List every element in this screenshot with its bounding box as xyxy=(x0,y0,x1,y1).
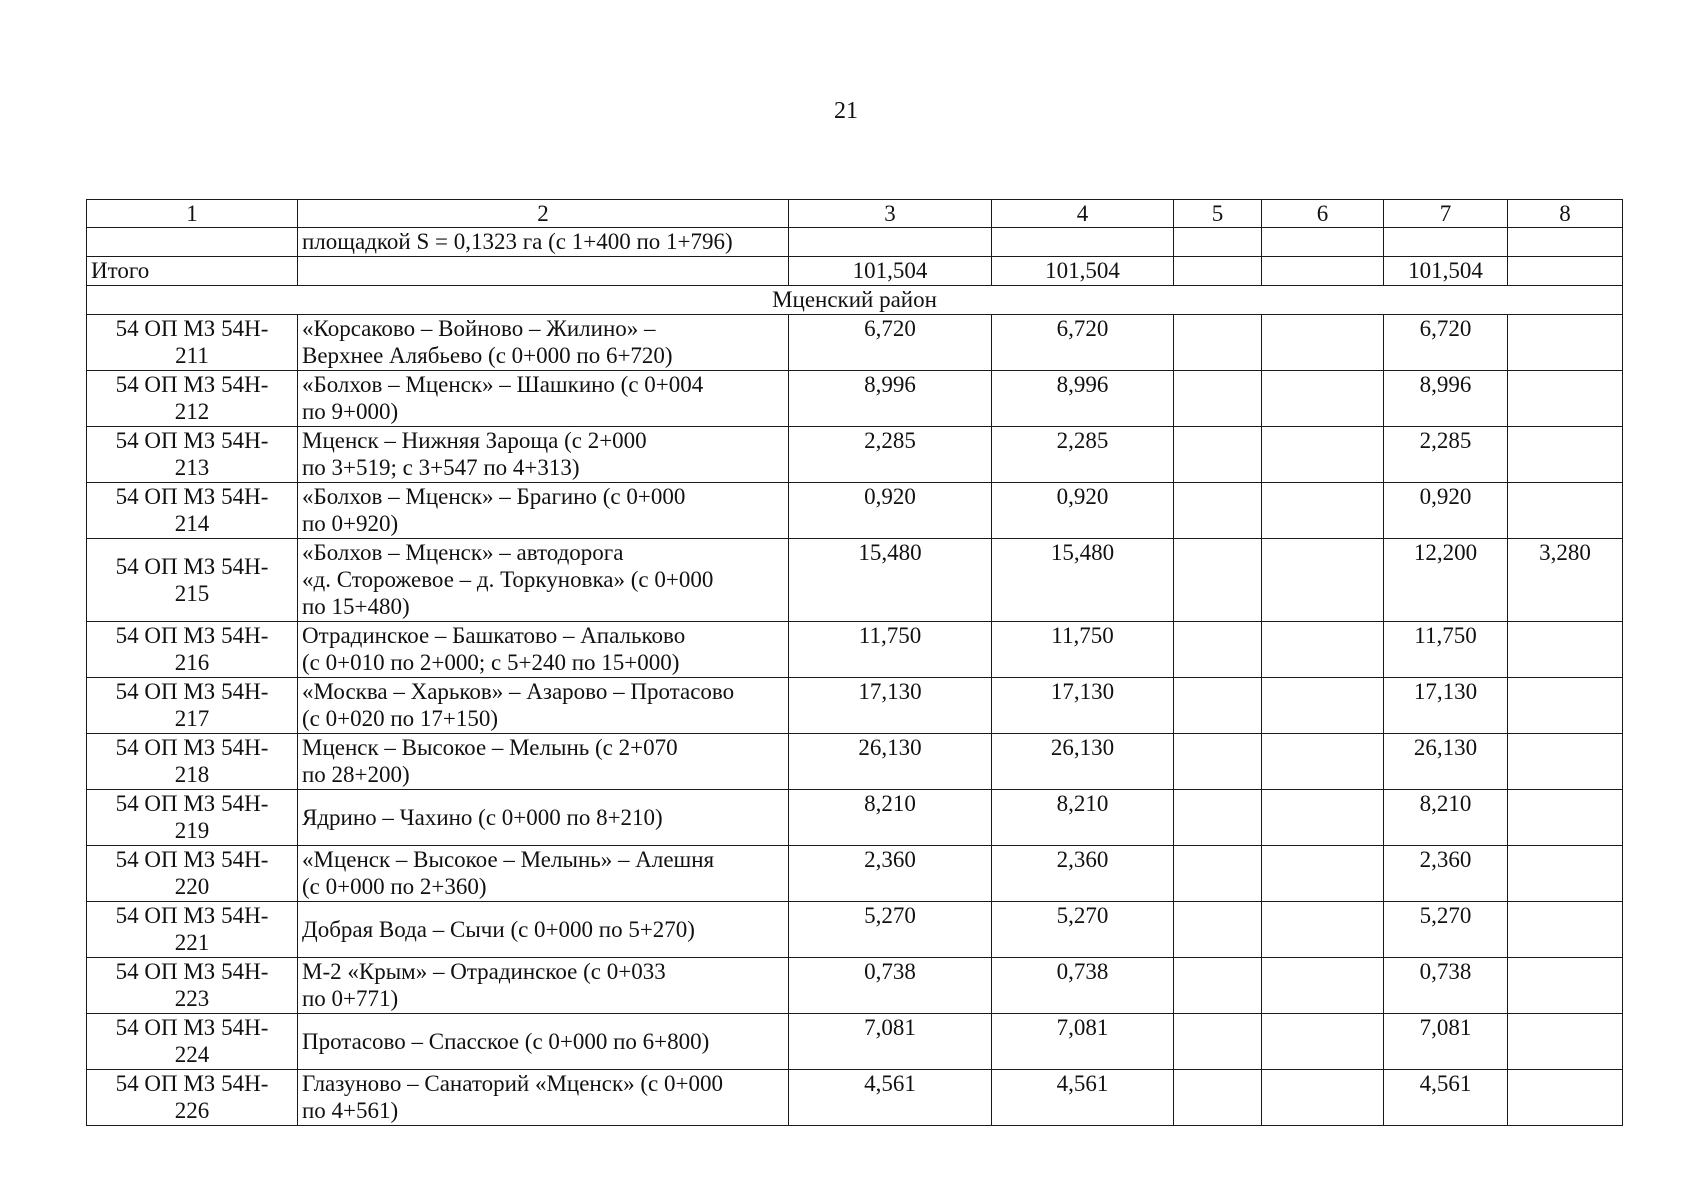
road-name-cell xyxy=(298,958,789,1014)
road-name-line: по 3+519; с 3+547 по 4+313) xyxy=(302,455,580,480)
value-cell-3: 8,210 xyxy=(789,790,992,846)
road-code-line: 54 ОП МЗ 54Н- xyxy=(115,1071,269,1096)
value-cell-5 xyxy=(1174,1070,1262,1126)
road-name-line: по 0+771) xyxy=(302,986,399,1011)
road-code-line: 220 xyxy=(174,874,210,899)
value-cell-8 xyxy=(1508,1014,1623,1070)
table-row xyxy=(87,371,1623,427)
header-cell-2: 2 xyxy=(298,200,789,228)
value-cell-7: 11,750 xyxy=(1384,622,1508,678)
value-cell-5 xyxy=(1174,790,1262,846)
value-cell-5 xyxy=(1174,427,1262,483)
value-cell-8 xyxy=(1508,315,1623,371)
value-cell-8 xyxy=(1508,678,1623,734)
table-row xyxy=(87,734,1623,790)
value-cell-4: 11,750 xyxy=(992,622,1174,678)
value-cell-3: 11,750 xyxy=(789,622,992,678)
road-code-line: 214 xyxy=(174,511,210,536)
value-cell-6 xyxy=(1262,1070,1384,1126)
road-code-cell xyxy=(87,1070,298,1126)
value-cell-3: 7,081 xyxy=(789,1014,992,1070)
road-name-line: по 15+480) xyxy=(302,594,410,619)
road-code-cell xyxy=(87,902,298,958)
road-name-cell xyxy=(298,539,789,622)
district-heading: Мценский район xyxy=(87,286,1623,315)
road-code-line: 54 ОП МЗ 54Н- xyxy=(115,791,269,816)
value-cell-5 xyxy=(1174,371,1262,427)
value-cell-6 xyxy=(1262,427,1384,483)
value-cell-3: 0,738 xyxy=(789,958,992,1014)
road-code-line: 216 xyxy=(174,650,210,675)
value-cell-4: 26,130 xyxy=(992,734,1174,790)
road-name-line: «Москва – Харьков» – Азарово – Протасово xyxy=(302,679,735,704)
value-cell-6 xyxy=(1262,790,1384,846)
table-row xyxy=(87,427,1623,483)
road-name-line: Добрая Вода – Сычи (с 0+000 по 5+270) xyxy=(302,917,695,942)
value-cell-3: 5,270 xyxy=(789,902,992,958)
continuation-name-cell: площадкой S = 0,1323 га (с 1+400 по 1+796) xyxy=(298,228,789,257)
value-cell-5 xyxy=(1174,678,1262,734)
value-cell-8 xyxy=(1508,790,1623,846)
road-name-cell xyxy=(298,622,789,678)
total-label: Итого xyxy=(87,257,298,286)
table-row xyxy=(87,622,1623,678)
road-code-line: 226 xyxy=(174,1098,210,1123)
value-cell-4: 8,210 xyxy=(992,790,1174,846)
road-name-line: по 9+000) xyxy=(302,399,399,424)
road-code-line: 54 ОП МЗ 54Н- xyxy=(115,316,269,341)
value-cell-8 xyxy=(1508,622,1623,678)
header-cell-5: 5 xyxy=(1174,200,1262,228)
road-code-cell xyxy=(87,678,298,734)
road-name-cell xyxy=(298,846,789,902)
road-name-line: по 0+920) xyxy=(302,511,399,536)
total-cell-3: 101,504 xyxy=(789,257,992,286)
value-cell-3: 6,720 xyxy=(789,315,992,371)
road-code-line: 211 xyxy=(175,343,209,368)
road-name-line: Глазуново – Санаторий «Мценск» (с 0+000 xyxy=(302,1071,723,1096)
road-code-line: 223 xyxy=(174,986,210,1011)
page-number: 21 xyxy=(834,98,858,124)
continuation-row xyxy=(87,228,1623,257)
value-cell-5 xyxy=(1174,846,1262,902)
table-row xyxy=(87,483,1623,539)
value-cell-4: 17,130 xyxy=(992,678,1174,734)
value-cell-7: 8,210 xyxy=(1384,790,1508,846)
road-name-line: по 4+561) xyxy=(302,1098,399,1123)
total-name-cell xyxy=(298,257,789,286)
road-name-line: «Мценск – Высокое – Мелынь» – Алешня xyxy=(302,847,715,872)
value-cell-8 xyxy=(1508,483,1623,539)
value-cell-7: 4,561 xyxy=(1384,1070,1508,1126)
road-name-cell xyxy=(298,1014,789,1070)
total-row xyxy=(87,257,1623,286)
continuation-cell-5 xyxy=(1174,228,1262,257)
value-cell-8 xyxy=(1508,958,1623,1014)
continuation-code-cell xyxy=(87,228,298,257)
value-cell-6 xyxy=(1262,734,1384,790)
roads-table xyxy=(86,199,1623,1126)
header-cell-1: 1 xyxy=(87,200,298,228)
road-code-cell xyxy=(87,622,298,678)
value-cell-3: 2,285 xyxy=(789,427,992,483)
value-cell-7: 7,081 xyxy=(1384,1014,1508,1070)
value-cell-8 xyxy=(1508,427,1623,483)
road-code-cell xyxy=(87,483,298,539)
road-name-line: Мценск – Нижняя Зароща (с 2+000 xyxy=(302,428,647,453)
continuation-cell-7 xyxy=(1384,228,1508,257)
total-cell-5 xyxy=(1174,257,1262,286)
value-cell-4: 5,270 xyxy=(992,902,1174,958)
road-code-cell xyxy=(87,734,298,790)
road-name-line: (с 0+000 по 2+360) xyxy=(302,874,487,899)
road-code-cell xyxy=(87,790,298,846)
road-code-cell xyxy=(87,315,298,371)
road-name-cell xyxy=(298,427,789,483)
continuation-cell-4 xyxy=(992,228,1174,257)
value-cell-8 xyxy=(1508,1070,1623,1126)
road-code-cell xyxy=(87,371,298,427)
header-row xyxy=(87,200,1623,228)
value-cell-3: 8,996 xyxy=(789,371,992,427)
road-code-line: 54 ОП МЗ 54Н- xyxy=(115,1015,269,1040)
road-code-line: 54 ОП МЗ 54Н- xyxy=(115,959,269,984)
value-cell-6 xyxy=(1262,315,1384,371)
value-cell-5 xyxy=(1174,734,1262,790)
table-row xyxy=(87,678,1623,734)
road-code-line: 54 ОП МЗ 54Н- xyxy=(115,623,269,648)
road-code-line: 54 ОП МЗ 54Н- xyxy=(115,903,269,928)
road-code-line: 54 ОП МЗ 54Н- xyxy=(115,735,269,760)
table-row xyxy=(87,790,1623,846)
road-code-cell xyxy=(87,846,298,902)
district-row xyxy=(87,286,1623,315)
value-cell-5 xyxy=(1174,902,1262,958)
continuation-cell-8 xyxy=(1508,228,1623,257)
road-code-line: 219 xyxy=(174,818,210,843)
value-cell-4: 6,720 xyxy=(992,315,1174,371)
road-code-cell xyxy=(87,958,298,1014)
value-cell-3: 26,130 xyxy=(789,734,992,790)
value-cell-7: 5,270 xyxy=(1384,902,1508,958)
road-code-line: 54 ОП МЗ 54Н- xyxy=(115,428,269,453)
road-name-line: «Болхов – Мценск» – автодорога xyxy=(302,540,624,565)
value-cell-5 xyxy=(1174,622,1262,678)
road-name-line: Мценск – Высокое – Мелынь (с 2+070 xyxy=(302,735,678,760)
table-row xyxy=(87,902,1623,958)
road-code-line: 217 xyxy=(174,706,210,731)
value-cell-7: 2,360 xyxy=(1384,846,1508,902)
road-name-line: Протасово – Спасское (с 0+000 по 6+800) xyxy=(302,1029,710,1054)
road-name-cell xyxy=(298,371,789,427)
road-name-cell xyxy=(298,1070,789,1126)
value-cell-4: 4,561 xyxy=(992,1070,1174,1126)
total-cell-4: 101,504 xyxy=(992,257,1174,286)
value-cell-3: 15,480 xyxy=(789,539,992,622)
total-cell-8 xyxy=(1508,257,1623,286)
total-cell-6 xyxy=(1262,257,1384,286)
road-name-line: Верхнее Алябьево (с 0+000 по 6+720) xyxy=(302,343,673,368)
road-name-line: М-2 «Крым» – Отрадинское (с 0+033 xyxy=(302,959,666,984)
header-cell-6: 6 xyxy=(1262,200,1384,228)
value-cell-5 xyxy=(1174,315,1262,371)
continuation-cell-6 xyxy=(1262,228,1384,257)
value-cell-4: 7,081 xyxy=(992,1014,1174,1070)
road-code-line: 215 xyxy=(174,581,210,606)
road-name-line: Отрадинское – Башкатово – Апальково xyxy=(302,623,686,648)
value-cell-6 xyxy=(1262,539,1384,622)
value-cell-5 xyxy=(1174,958,1262,1014)
road-code-line: 212 xyxy=(174,399,210,424)
value-cell-7: 17,130 xyxy=(1384,678,1508,734)
value-cell-8 xyxy=(1508,902,1623,958)
value-cell-7: 0,738 xyxy=(1384,958,1508,1014)
header-cell-4: 4 xyxy=(992,200,1174,228)
value-cell-3: 4,561 xyxy=(789,1070,992,1126)
road-code-cell xyxy=(87,539,298,622)
road-code-line: 54 ОП МЗ 54Н- xyxy=(115,554,269,579)
road-name-cell xyxy=(298,790,789,846)
value-cell-7: 0,920 xyxy=(1384,483,1508,539)
value-cell-6 xyxy=(1262,622,1384,678)
value-cell-8 xyxy=(1508,734,1623,790)
value-cell-7: 8,996 xyxy=(1384,371,1508,427)
value-cell-5 xyxy=(1174,539,1262,622)
header-cell-3: 3 xyxy=(789,200,992,228)
road-name-cell xyxy=(298,902,789,958)
value-cell-7: 12,200 xyxy=(1384,539,1508,622)
value-cell-3: 2,360 xyxy=(789,846,992,902)
value-cell-8 xyxy=(1508,371,1623,427)
value-cell-3: 0,920 xyxy=(789,483,992,539)
table-row xyxy=(87,1014,1623,1070)
road-name-line: Ядрино – Чахино (с 0+000 по 8+210) xyxy=(302,805,663,830)
value-cell-8 xyxy=(1508,846,1623,902)
road-code-line: 54 ОП МЗ 54Н- xyxy=(115,372,269,397)
value-cell-7: 26,130 xyxy=(1384,734,1508,790)
value-cell-4: 0,738 xyxy=(992,958,1174,1014)
road-name-line: «Болхов – Мценск» – Шашкино (с 0+004 xyxy=(302,372,704,397)
road-name-line: (с 0+010 по 2+000; с 5+240 по 15+000) xyxy=(302,650,680,675)
table-row xyxy=(87,315,1623,371)
value-cell-6 xyxy=(1262,678,1384,734)
value-cell-4: 2,285 xyxy=(992,427,1174,483)
road-name-line: «д. Сторожевое – д. Торкуновка» (с 0+000 xyxy=(302,567,714,592)
total-cell-7: 101,504 xyxy=(1384,257,1508,286)
road-name-line: «Корсаково – Войново – Жилино» – xyxy=(302,316,656,341)
road-code-line: 218 xyxy=(174,762,210,787)
value-cell-8: 3,280 xyxy=(1508,539,1623,622)
value-cell-3: 17,130 xyxy=(789,678,992,734)
value-cell-6 xyxy=(1262,483,1384,539)
value-cell-5 xyxy=(1174,1014,1262,1070)
table-row xyxy=(87,958,1623,1014)
road-code-cell xyxy=(87,427,298,483)
value-cell-4: 2,360 xyxy=(992,846,1174,902)
road-code-line: 213 xyxy=(174,455,210,480)
value-cell-6 xyxy=(1262,1014,1384,1070)
road-code-line: 221 xyxy=(174,930,210,955)
road-code-line: 224 xyxy=(174,1042,210,1067)
continuation-cell-3 xyxy=(789,228,992,257)
road-name-cell xyxy=(298,483,789,539)
table-row xyxy=(87,539,1623,622)
value-cell-6 xyxy=(1262,958,1384,1014)
table-row xyxy=(87,846,1623,902)
header-cell-8: 8 xyxy=(1508,200,1623,228)
value-cell-6 xyxy=(1262,371,1384,427)
road-name-line: «Болхов – Мценск» – Брагино (с 0+000 xyxy=(302,484,686,509)
road-name-cell xyxy=(298,315,789,371)
value-cell-4: 15,480 xyxy=(992,539,1174,622)
value-cell-7: 2,285 xyxy=(1384,427,1508,483)
table-row xyxy=(87,1070,1623,1126)
road-code-line: 54 ОП МЗ 54Н- xyxy=(115,484,269,509)
value-cell-6 xyxy=(1262,902,1384,958)
value-cell-6 xyxy=(1262,846,1384,902)
value-cell-4: 8,996 xyxy=(992,371,1174,427)
road-name-line: (с 0+020 по 17+150) xyxy=(302,706,499,731)
header-cell-7: 7 xyxy=(1384,200,1508,228)
value-cell-4: 0,920 xyxy=(992,483,1174,539)
road-name-cell xyxy=(298,734,789,790)
road-code-line: 54 ОП МЗ 54Н- xyxy=(115,679,269,704)
value-cell-5 xyxy=(1174,483,1262,539)
value-cell-7: 6,720 xyxy=(1384,315,1508,371)
road-name-line: по 28+200) xyxy=(302,762,410,787)
road-code-line: 54 ОП МЗ 54Н- xyxy=(115,847,269,872)
road-name-cell xyxy=(298,678,789,734)
road-code-cell xyxy=(87,1014,298,1070)
